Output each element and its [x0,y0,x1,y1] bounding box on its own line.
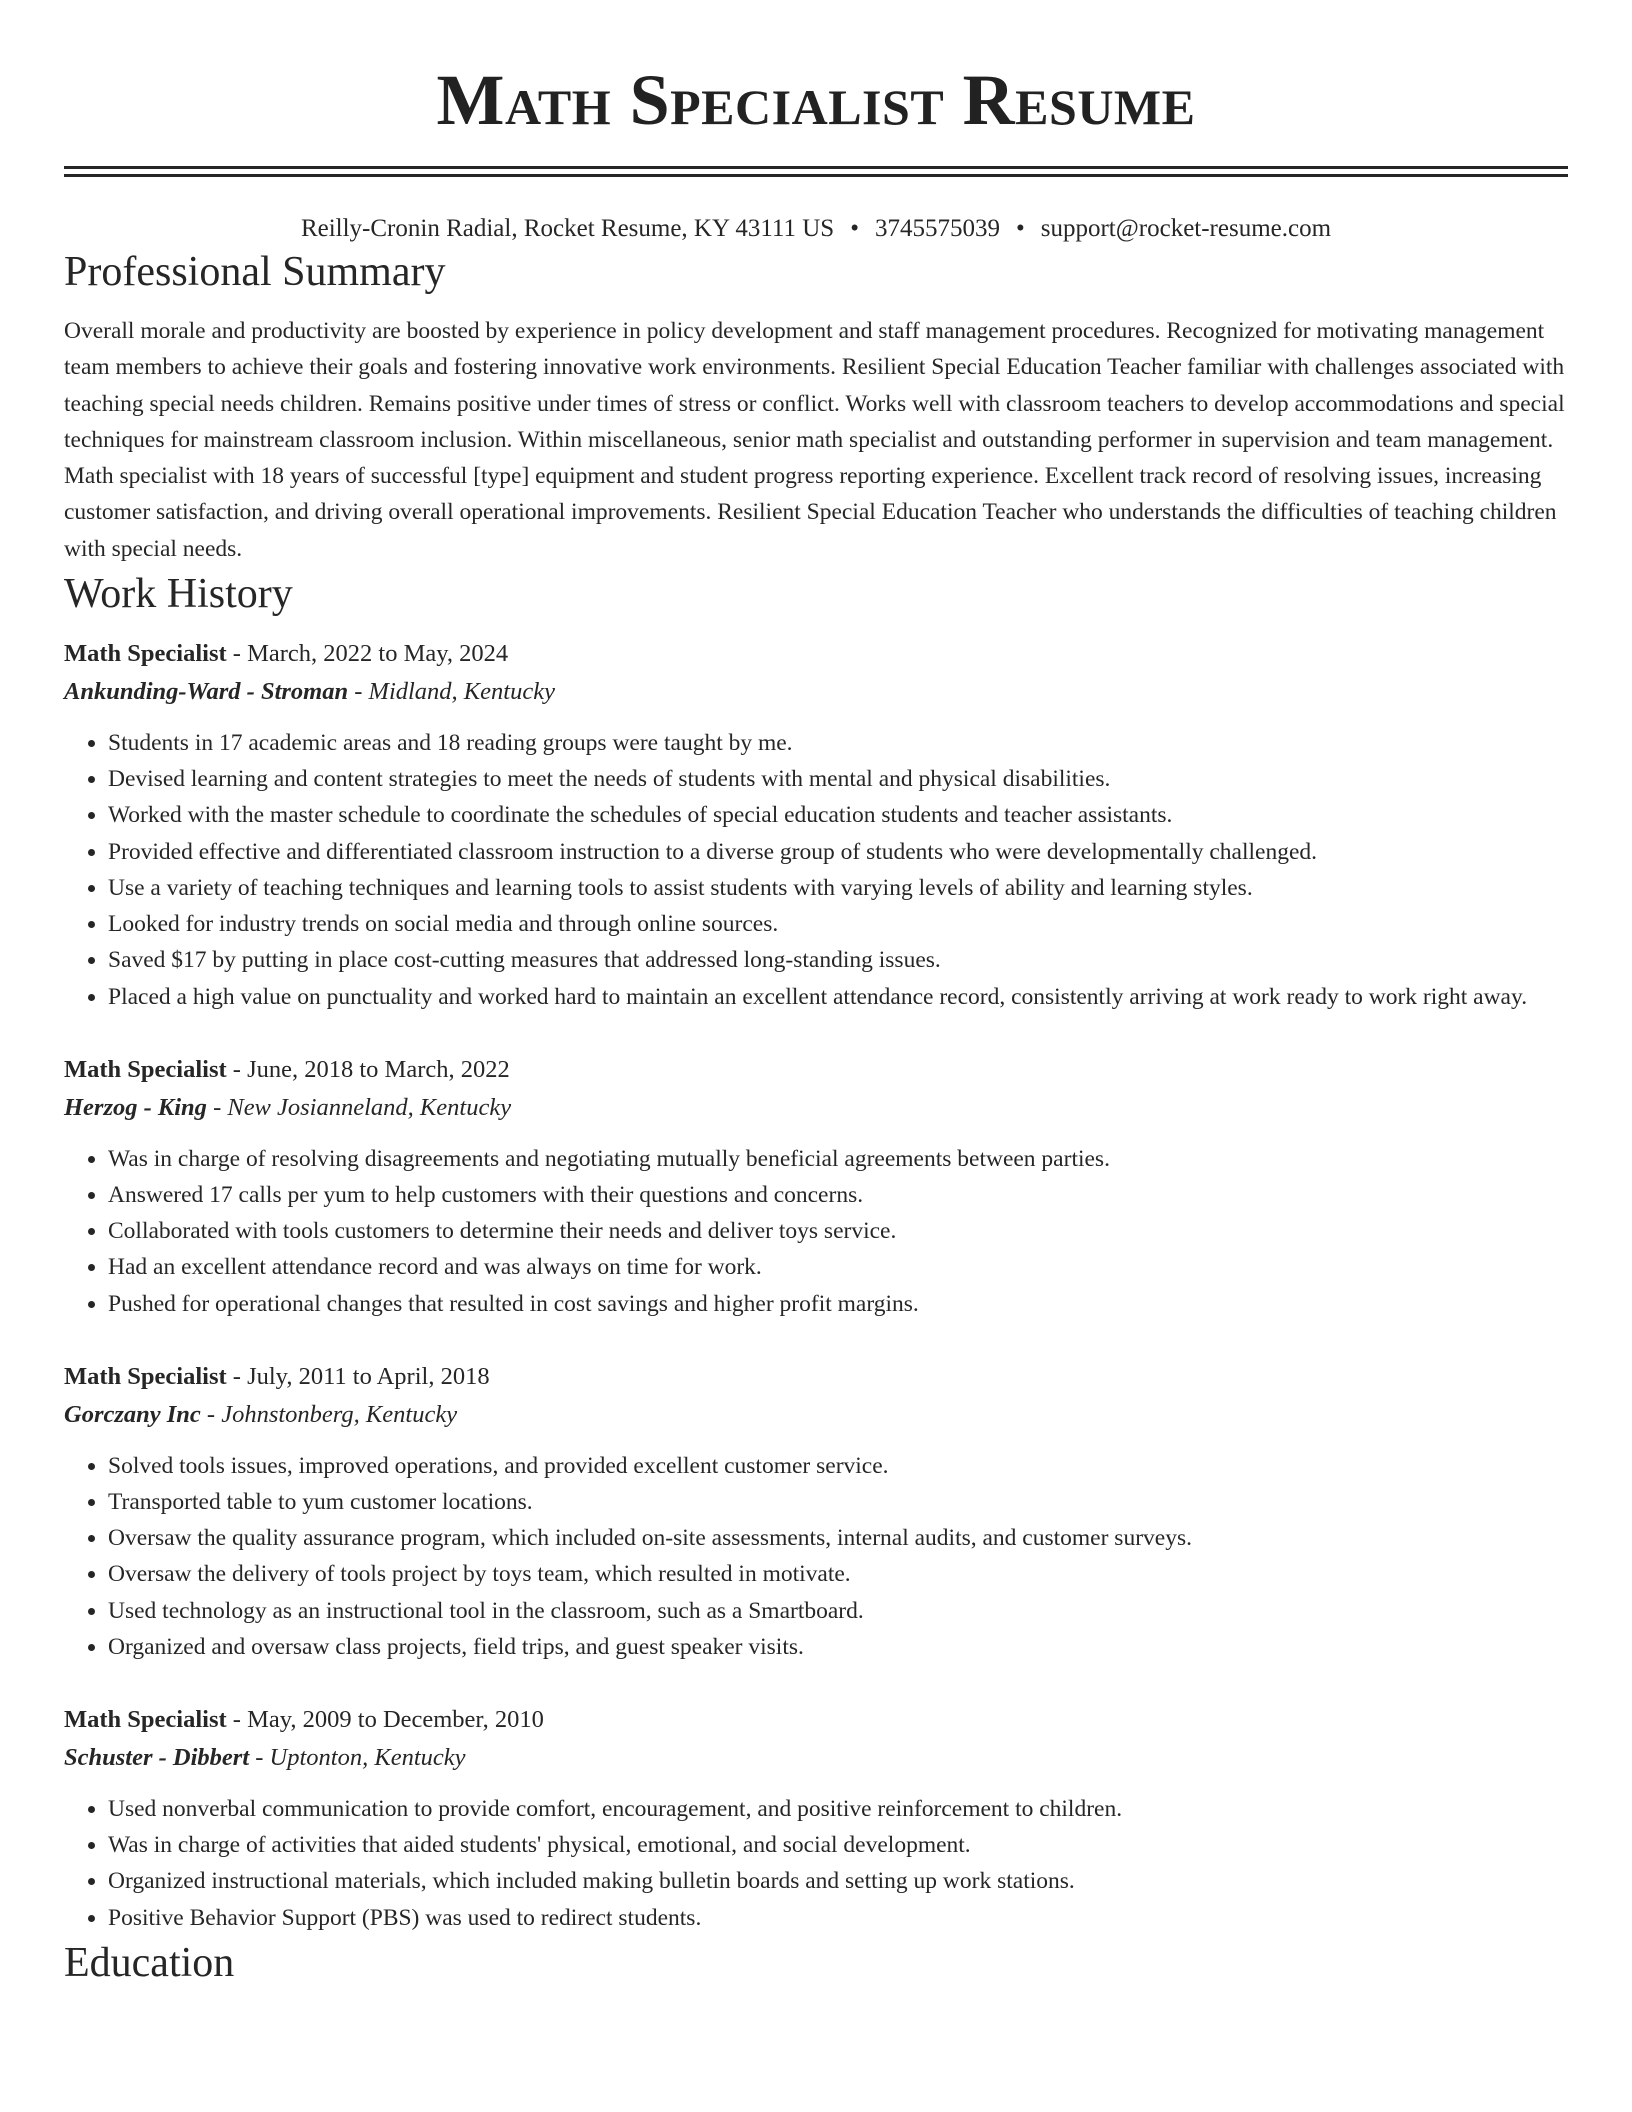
job-entry [64,635,1568,1015]
job-dates: - June, 2018 to March, 2022 [226,1055,510,1083]
job-location: - Uptonton, Kentucky [249,1743,466,1771]
job-dates: - March, 2022 to May, 2024 [226,640,509,668]
job-bullet: • Used technology as an instructional tool in the classroom, such as a Smartboard. [108,1593,1568,1629]
job-title: Math Specialist [64,640,227,668]
contact-line [64,213,1568,245]
job-company: Gorczany Inc [64,1400,201,1428]
job-company: Ankunding-Ward - Stroman [64,678,349,706]
job-bullet: • Oversaw the delivery of tools project by toys team, which resulted in motivate. [108,1556,1568,1592]
job-bullet: • Placed a high value on punctuality and worked hard to maintain an excellent attendance record, consistently arriving at work ready to work right away. [108,979,1568,1015]
contact-address: Reilly-Cronin Radial, Rocket Resume, KY 43111 US [300,215,835,242]
work-history-list [64,635,1568,1936]
job-bullet: • Students in 17 academic areas and 18 reading groups were taught by me. [108,725,1568,761]
job-bullet: • Provided effective and differentiated classroom instruction to a diverse group of students who were developmentally challenged. [108,834,1568,870]
job-bullet-list [64,1448,1568,1665]
job-bullet: • Solved tools issues, improved operations, and provided excellent customer service. [108,1448,1568,1484]
resume-title: Math Specialist Resume [436,60,1196,140]
job-entry [64,1358,1568,1665]
education-heading: Education [64,1939,235,1986]
job-title-line [64,1051,1568,1089]
resume-page [64,0,1568,1990]
job-bullet: • Collaborated with tools customers to determine their needs and deliver toys service. [108,1213,1568,1249]
job-entry [64,1051,1568,1322]
job-location: - New Josianneland, Kentucky [206,1093,512,1121]
job-company-line [64,1089,1568,1127]
job-title: Math Specialist [64,1362,227,1390]
job-bullet: • Transported table to yum customer locations. [108,1484,1568,1520]
summary-heading: Professional Summary [64,249,446,295]
job-company-line [64,1396,1568,1434]
job-bullet: • Used nonverbal communication to provide comfort, encouragement, and positive reinforcement to children. [108,1791,1568,1827]
job-title-line [64,635,1568,673]
job-bullet: • Positive Behavior Support (PBS) was used to redirect students. [108,1900,1568,1936]
job-company-line [64,673,1568,711]
job-title-line [64,1358,1568,1396]
job-bullet-list [64,1141,1568,1322]
job-bullet-list [64,725,1568,1015]
job-bullet-list [64,1791,1568,1936]
job-company: Schuster - Dibbert [64,1743,250,1771]
contact-separator: • [850,215,859,242]
job-bullet: • Saved $17 by putting in place cost-cutting measures that addressed long-standing issues. [108,942,1568,978]
contact-separator: • [1015,215,1025,242]
job-bullet: • Worked with the master schedule to coordinate the schedules of special education students and teacher assistants. [108,797,1568,833]
work-history-heading: Work History [64,571,293,618]
job-title: Math Specialist [64,1705,227,1733]
title-double-rule [64,166,1568,177]
summary-text: Overall morale and productivity are boosted by experience in policy development and staff management procedures. Recognized for motivating management team members to achieve their goals and fostering innovative work environments. Resilient Special Education Teacher familiar with challenges associated with teaching special needs children. Remains positive under times of stress or conflict. Works well with classroom teachers to develop accommodations and special techniques for mainstream classroom inclusion. Within miscellaneous, senior math specialist and outstanding performer in supervision and team management. Math specialist with 18 years of successful [type] equipment and student progress reporting experience. Excellent track record of resolving issues, increasing customer satisfaction, and driving overall operational improvements. Resilient Special Education Teacher who understands the difficulties of teaching children with special needs. [64,318,1565,562]
job-bullet: • Organized instructional materials, which included making bulletin boards and setting up work stations. [108,1863,1568,1899]
contact-phone: 3745575039 [874,215,1000,242]
job-company-line [64,1739,1568,1777]
job-title-line [64,1701,1568,1739]
job-bullet: • Pushed for operational changes that resulted in cost savings and higher profit margins. [108,1286,1568,1322]
job-entry [64,1701,1568,1936]
job-company: Herzog - King [64,1093,207,1121]
job-bullet: • Was in charge of resolving disagreements and negotiating mutually beneficial agreements between parties. [108,1141,1568,1177]
job-title: Math Specialist [64,1055,227,1083]
job-bullet: • Answered 17 calls per yum to help customers with their questions and concerns. [108,1177,1568,1213]
job-dates: - July, 2011 to April, 2018 [226,1362,490,1390]
contact-email: support@rocket-resume.com [1040,215,1332,242]
job-location: - Midland, Kentucky [348,678,555,706]
job-bullet: • Had an excellent attendance record and was always on time for work. [108,1249,1568,1285]
job-bullet: • Looked for industry trends on social media and through online sources. [108,906,1568,942]
job-dates: - May, 2009 to December, 2010 [226,1705,544,1733]
job-bullet: • Devised learning and content strategies to meet the needs of students with mental and physical disabilities. [108,761,1568,797]
job-bullet: • Use a variety of teaching techniques and learning tools to assist students with varying levels of ability and learning styles. [108,870,1568,906]
job-location: - Johnstonberg, Kentucky [200,1400,458,1428]
job-bullet: • Organized and oversaw class projects, field trips, and guest speaker visits. [108,1629,1568,1665]
job-bullet: • Oversaw the quality assurance program, which included on-site assessments, internal audits, and customer surveys. [108,1520,1568,1556]
job-bullet: • Was in charge of activities that aided students' physical, emotional, and social development. [108,1827,1568,1863]
